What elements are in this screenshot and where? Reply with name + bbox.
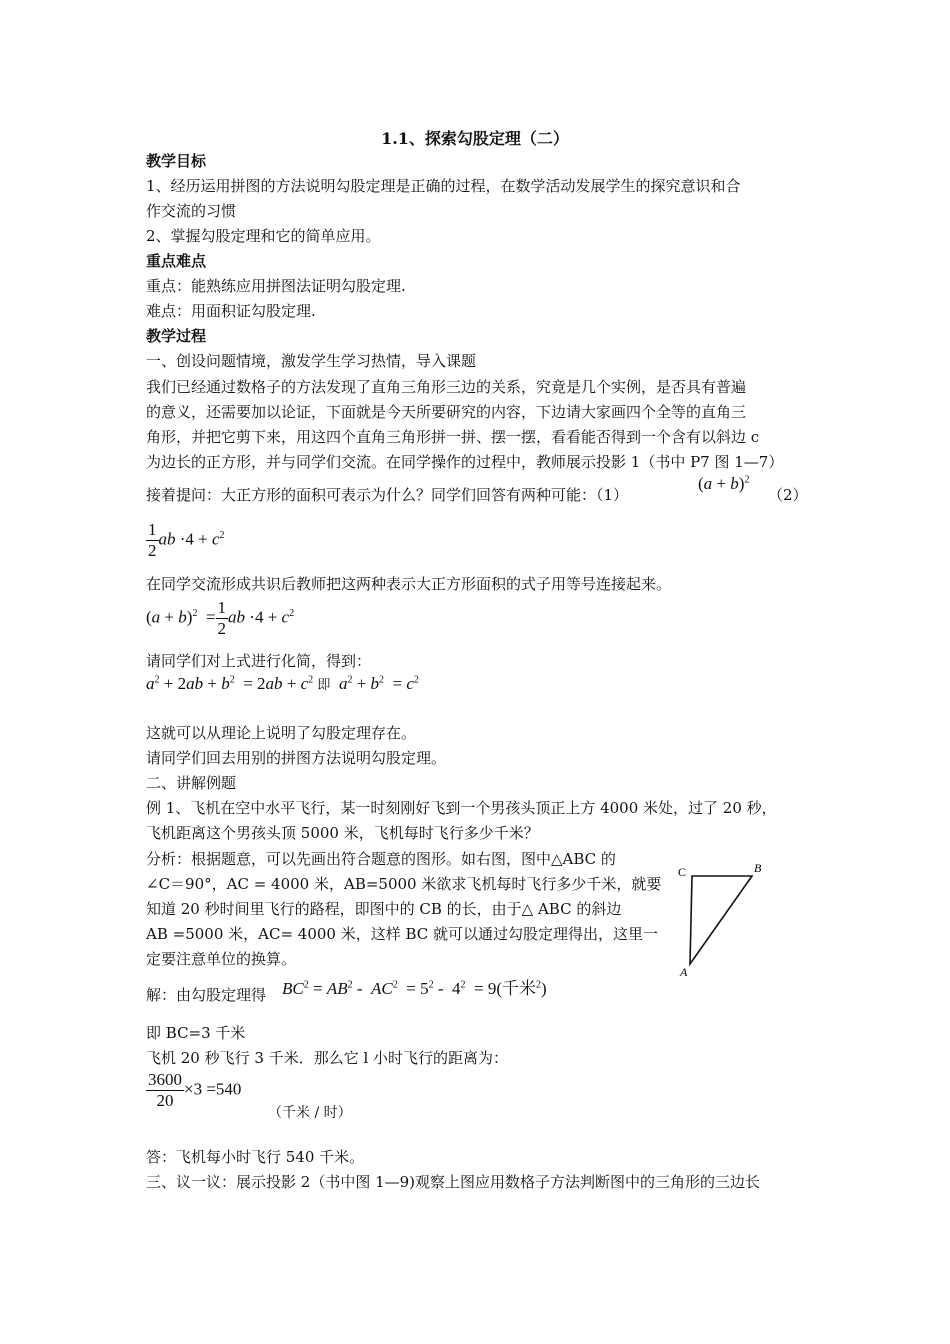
formula-a-plus-b-squared: $(a + b)^2$ — [698, 474, 750, 493]
triangle-abc — [690, 876, 752, 964]
bc-result: 即 BC=3 千米 — [146, 1024, 246, 1042]
paragraph-1-line2: 的意义，还需要加以论证，下面就是今天所要研究的内容，下边请大家画四个全等的直角三 — [146, 403, 747, 421]
label-c: C — [678, 865, 687, 879]
paragraph-2: 在同学交流形成共识后教师把这两种表示大正方形面积的式子用等号连接起来。 — [146, 575, 672, 593]
objective-1-line1: 1、经历运用拼图的方法说明勾股定理是正确的过程，在数学活动发展学生的探究意识和合 — [146, 177, 741, 195]
key-point: 重点：能熟练应用拼图法证明勾股定理. — [146, 277, 406, 295]
page-title: 1.1、探索勾股定理（二） — [381, 129, 569, 148]
question-text: 接着提问：大正方形的面积可表示为什么？同学们回答有两种可能：（1） — [146, 486, 629, 504]
formula-half-ab-4-plus-c2: $\frac{1}{2}$ ab $\cdot 4 + c^2$ — [148, 520, 225, 560]
label-a: A — [680, 965, 688, 979]
example-1-line1: 例 1、飞机在空中水平飞行，某一时刻刚好飞到一个男孩头顶正上方 4000 米处，过了 20 秒， — [146, 799, 777, 817]
objective-2: 2、掌握勾股定理和它的简单应用。 — [146, 227, 381, 245]
fraction-denominator: 20 — [156, 1091, 174, 1110]
ji-label: 即 — [317, 677, 331, 692]
analysis-line4: AB =5000 米，AC= 4000 米，这样 BC 就可以通过勾股定理得出，这里一 — [146, 925, 659, 943]
option-2-label: （2） — [768, 486, 808, 504]
analysis-line3: 知道 20 秒时间里飞行的路程，即图中的 CB 的长，由于△ ABC 的斜边 — [146, 900, 622, 918]
paragraph-5: 请同学们回去用别的拼图方法说明勾股定理。 — [146, 749, 447, 767]
paragraph-1-line3: 角形，并把它剪下来，用这四个直角三角形拼一拼、摆一摆，看看能否得到一个含有以斜边 c — [146, 428, 760, 446]
flight-distance-text: 飞机 20 秒飞行 3 千米．那么它 l 小时飞行的距离为： — [146, 1049, 509, 1067]
analysis-line1: 分析：根据题意，可以先画出符合题意的图形。如右图，图中△ABC 的 — [146, 850, 616, 868]
objectives-heading: 教学目标 — [146, 152, 207, 170]
process-heading: 教学过程 — [146, 327, 207, 345]
difficult-point: 难点：用面积证勾股定理. — [146, 302, 316, 320]
objective-1-line2: 作交流的习惯 — [146, 202, 237, 220]
paragraph-3: 请同学们对上式进行化简，得到： — [146, 652, 372, 670]
unit-km: (千米 — [496, 979, 537, 998]
triangle-diagram — [672, 856, 772, 980]
speed-unit: （千米 / 时） — [268, 1105, 352, 1121]
paragraph-1-line4: 为边长的正方形，并与同学们交流。在同学操作的过程中，教师展示投影 1（书中 P7 图 1—7） — [146, 453, 784, 471]
answer-text: 答：飞机每小时飞行 540 千米。 — [146, 1148, 365, 1166]
formula-simplified: $a^2 + 2ab + b^2 = 2ab + c^2$ 即 $a^2 + b^2 = c^2$ — [146, 674, 419, 693]
section-2-title: 二、讲解例题 — [146, 774, 237, 792]
formula-bc-squared: $BC^2 = AB^2 - AC^2 = 5^2 - 4^2 = 9$(千米$^2$) — [282, 979, 547, 998]
analysis-line2: ∠C＝90°，AC = 4000 米，AB=5000 米欲求飞机每时飞行多少千米，就要 — [146, 875, 662, 893]
section-1-title: 一、创设问题情境，激发学生学习热情，导入课题 — [146, 352, 477, 370]
paragraph-4: 这就可以从理论上说明了勾股定理存在。 — [146, 724, 417, 742]
formula-equation: $(a + b)^2$ = $\frac{1}{2}$ ab $\cdot 4 + c^2$ — [146, 598, 295, 638]
section-3-title: 三、议一议：展示投影 2（书中图 1—9)观察上图应用数格子方法判断图中的三角形的三边长 — [146, 1173, 761, 1191]
solution-text: 解：由勾股定理得 — [146, 986, 267, 1004]
label-b: B — [754, 861, 762, 875]
example-1-line2: 飞机距离这个男孩头顶 5000 米，飞机每时飞行多少千米？ — [146, 824, 539, 842]
fraction-numerator: 3600 — [148, 1070, 182, 1089]
key-points-heading: 重点难点 — [146, 252, 207, 270]
paragraph-1-line1: 我们已经通过数格子的方法发现了直角三角形三边的关系，究竟是几个实例，是否具有普遍 — [146, 378, 747, 396]
formula-speed — [146, 1070, 241, 1111]
paragraph-1-line5 — [146, 484, 628, 506]
analysis-line5: 定要注意单位的换算。 — [146, 950, 297, 968]
fraction-rest: ×3 =540 — [184, 1079, 242, 1099]
